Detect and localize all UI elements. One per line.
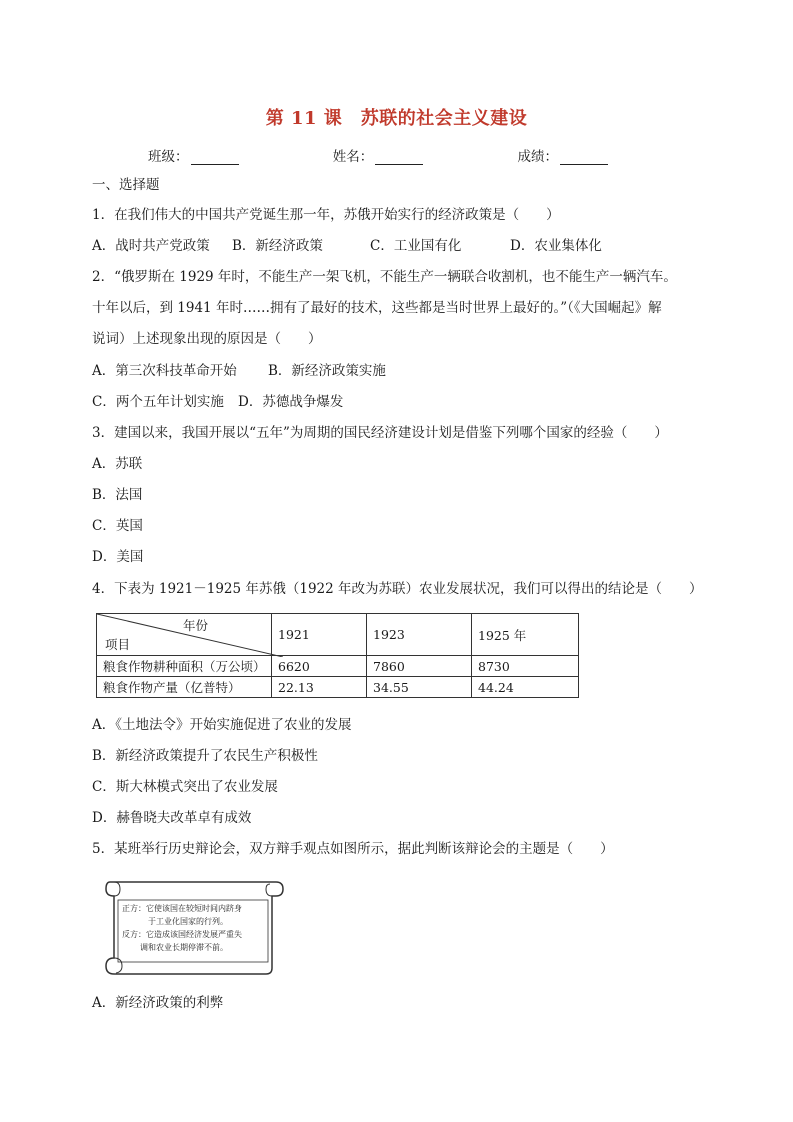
question-3-stem: 3．建国以来，我国开展以“五年”为周期的国民经济建设计划是借鉴下列哪个国家的经验（ ） (92, 425, 668, 441)
q5-option-a[interactable]: A．新经济政策的利弊 (92, 995, 224, 1011)
table-row (97, 656, 579, 677)
header-item-label: 项目 (105, 637, 131, 652)
q4-option-c[interactable]: C．斯大林模式突出了农业发展 (92, 779, 278, 795)
class-field[interactable] (148, 145, 239, 165)
output-1923: 34.55 (367, 677, 472, 698)
row-label-area: 粮食作物耕种面积（万公顷） (97, 656, 272, 677)
scroll-line-2: 于工业化国家的行列。 (148, 917, 228, 926)
question-2-stem-line-1: 2．“俄罗斯在 1929 年时，不能生产一架飞机，不能生产一辆联合收割机，也不能生产一辆汽车。 (92, 269, 677, 285)
q4-option-b[interactable]: B．新经济政策提升了农民生产积极性 (92, 748, 318, 764)
q2-option-d[interactable]: D．苏德战争爆发 (238, 394, 344, 410)
header-year-label: 年份 (183, 618, 209, 633)
q4-option-a[interactable]: A．《土地法令》开始实施促进了农业的发展 (92, 717, 352, 733)
q1-option-a[interactable]: A．战时共产党政策 (92, 238, 210, 254)
q3-option-a[interactable]: A．苏联 (92, 456, 143, 472)
question-1-stem: 1．在我们伟大的中国共产党诞生那一年，苏俄开始实行的经济政策是（ ） (92, 207, 560, 223)
q1-option-b[interactable]: B．新经济政策 (232, 238, 323, 254)
q3-option-b[interactable]: B．法国 (92, 487, 143, 503)
year-1921: 1921 (272, 614, 367, 656)
page-title: 第 11 课 苏联的社会主义建设 (265, 108, 528, 129)
question-5-stem: 5．某班举行历史辩论会，双方辩手观点如图所示，据此判断该辩论会的主题是（ ） (92, 841, 614, 857)
area-1921: 6620 (272, 656, 367, 677)
class-label: 班级： (148, 149, 189, 165)
question-2-stem-line-3: 说词）上述现象出现的原因是（ ） (92, 331, 322, 347)
q3-option-c[interactable]: C．英国 (92, 518, 143, 534)
score-label: 成绩： (517, 149, 558, 165)
section-heading: 一、选择题 (92, 177, 160, 193)
name-field[interactable] (333, 145, 424, 165)
area-1925: 8730 (472, 656, 579, 677)
area-1923: 7860 (367, 656, 472, 677)
q2-option-a[interactable]: A．第三次科技革命开始 (92, 363, 237, 379)
table-diagonal-header (97, 614, 272, 656)
row-label-output: 粮食作物产量（亿普特） (97, 677, 272, 698)
table-row (97, 677, 579, 698)
scroll-line-4: 调和农业长期停滞不前。 (140, 943, 228, 952)
q1-option-d[interactable]: D．农业集体化 (510, 238, 602, 254)
agriculture-table (96, 613, 579, 698)
name-label: 姓名： (332, 149, 374, 165)
q1-option-c[interactable]: C．工业国有化 (370, 238, 462, 254)
question-2-stem-line-2: 十年以后，到 1941 年时……拥有了最好的技术，这些都是当时世界上最好的。”（《大国崛起》解 (92, 300, 662, 316)
scroll-line-3: 反方：它造成该国经济发展严重失 (122, 930, 242, 939)
question-4-stem: 4．下表为 1921－1925 年苏俄（1922 年改为苏联）农业发展状况，我们可以得出的结论是（ ） (92, 581, 703, 597)
output-1925: 44.24 (472, 677, 579, 698)
q4-option-d[interactable]: D．赫鲁晓夫改革卓有成效 (92, 810, 252, 826)
scroll-line-1: 正方：它使该国在较短时间内跻身 (122, 904, 242, 913)
q3-option-d[interactable]: D．美国 (92, 549, 144, 565)
year-1923: 1923 (367, 614, 472, 656)
name-blank[interactable] (375, 150, 423, 165)
score-blank[interactable] (560, 150, 608, 165)
q2-option-c[interactable]: C．两个五年计划实施 (92, 394, 224, 410)
year-1925: 1925 年 (472, 614, 579, 656)
table-header-row (97, 614, 579, 656)
student-info-row (148, 145, 608, 165)
q2-option-b[interactable]: B．新经济政策实施 (268, 363, 386, 379)
debate-scroll-image (100, 876, 286, 980)
class-blank[interactable] (191, 150, 239, 165)
score-field[interactable] (518, 145, 609, 165)
output-1921: 22.13 (272, 677, 367, 698)
